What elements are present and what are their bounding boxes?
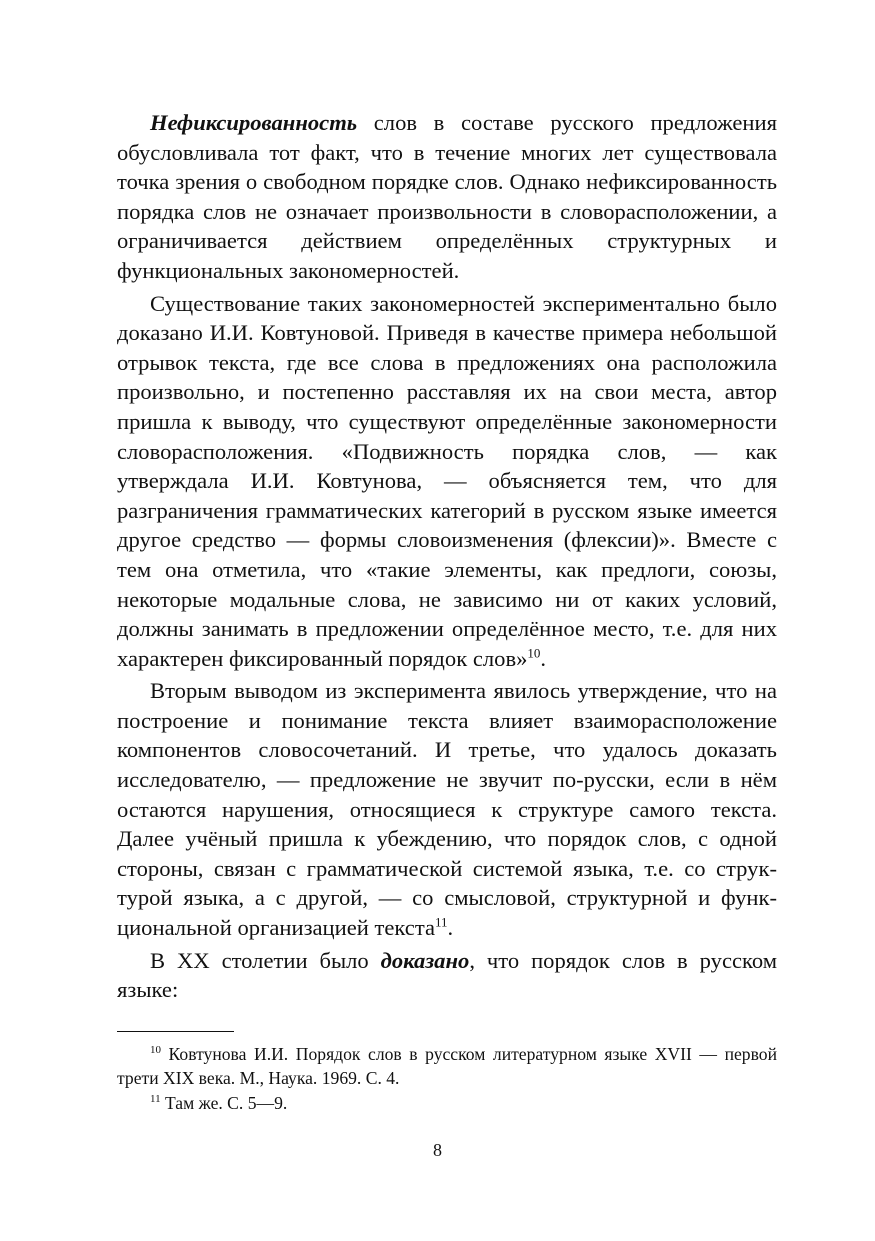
- paragraph-2-tail: .: [540, 645, 547, 671]
- footnote-10: [117, 1042, 777, 1091]
- paragraph-1-text: слов в составе русского предложения обусловливала тот факт, что в течение многих лет существовала точка зрения о свободном порядке слов. Однако нефиксированность порядка слов не означает произвольности в словорасположении, а ограничивается действием определённых структурных и функциональных закономерностей.: [117, 110, 777, 283]
- paragraph-2: [117, 289, 777, 674]
- footnote-divider: [117, 1031, 234, 1032]
- paragraph-1: [117, 108, 777, 286]
- emphasis-proven: доказано: [380, 947, 470, 973]
- paragraph-2-text: Существование таких закономерностей экспериментально было доказано И.И. Ковтуновой. Приведя в качестве примера небольшой отрывок текста, где все слова в предложениях она расположила произвольно, и постепенно расставляя их на свои места, автор пришла к выводу, что существуют определённые закономерности словорасположения. «Подвижность порядка слов, — как утверждала И.И. Ковтунова, — объясняется тем, что для разграничения грамматических категорий в русском языке имеется другое средство — формы словоизменения (флексии)». Вместе с тем она отметила, что «такие элементы, как предлоги, союзы, некоторые модальные слова, не зависимо ни от каких условий, должны занимать в предложении определённое место, т.е. для них характерен фиксированный порядок слов»: [117, 290, 777, 671]
- footnote-text: Ковтунова И.И. Порядок слов в русском литературном языке XVII — первой трети XIX века. М., Наука. 1969. С. 4.: [117, 1043, 777, 1089]
- paragraph-4-lead: В XX столетии было: [150, 947, 381, 973]
- page-content: [117, 108, 777, 1115]
- footnote-ref-10[interactable]: 10: [527, 645, 541, 661]
- paragraph-4-text: , что порядок слов в русском языке:: [117, 947, 777, 1003]
- footnote-ref-11[interactable]: 11: [435, 914, 448, 930]
- emphasis-term: Нефиксированность: [150, 110, 358, 135]
- footnote-text: Там же. С. 5—9.: [160, 1092, 288, 1113]
- paragraph-3-text: Вторым выводом из эксперимента явилось утверждение, что на построение и понимание текста влияет взаиморасположение компонентов словосочетаний. И третье, что удалось доказать исследователю, — предложение не звучит по-русски, если в нём остаются нарушения, относящиеся к структуре самого текста. Далее учёный пришла к убеждению, что порядок слов, с одной стороны, связан с грамматической системой языка, т.е. со структурой языка, а с другой, — со смысловой, структурной и функциональной организацией текста: [117, 678, 777, 941]
- paragraph-4: [117, 946, 777, 1005]
- paragraph-3-tail: .: [447, 915, 454, 941]
- footnote-number: 10: [150, 1043, 161, 1056]
- page-number: 8: [433, 1140, 442, 1160]
- paragraph-3: [117, 676, 777, 942]
- footnote-number: 11: [150, 1092, 161, 1105]
- footnote-11: [117, 1091, 777, 1115]
